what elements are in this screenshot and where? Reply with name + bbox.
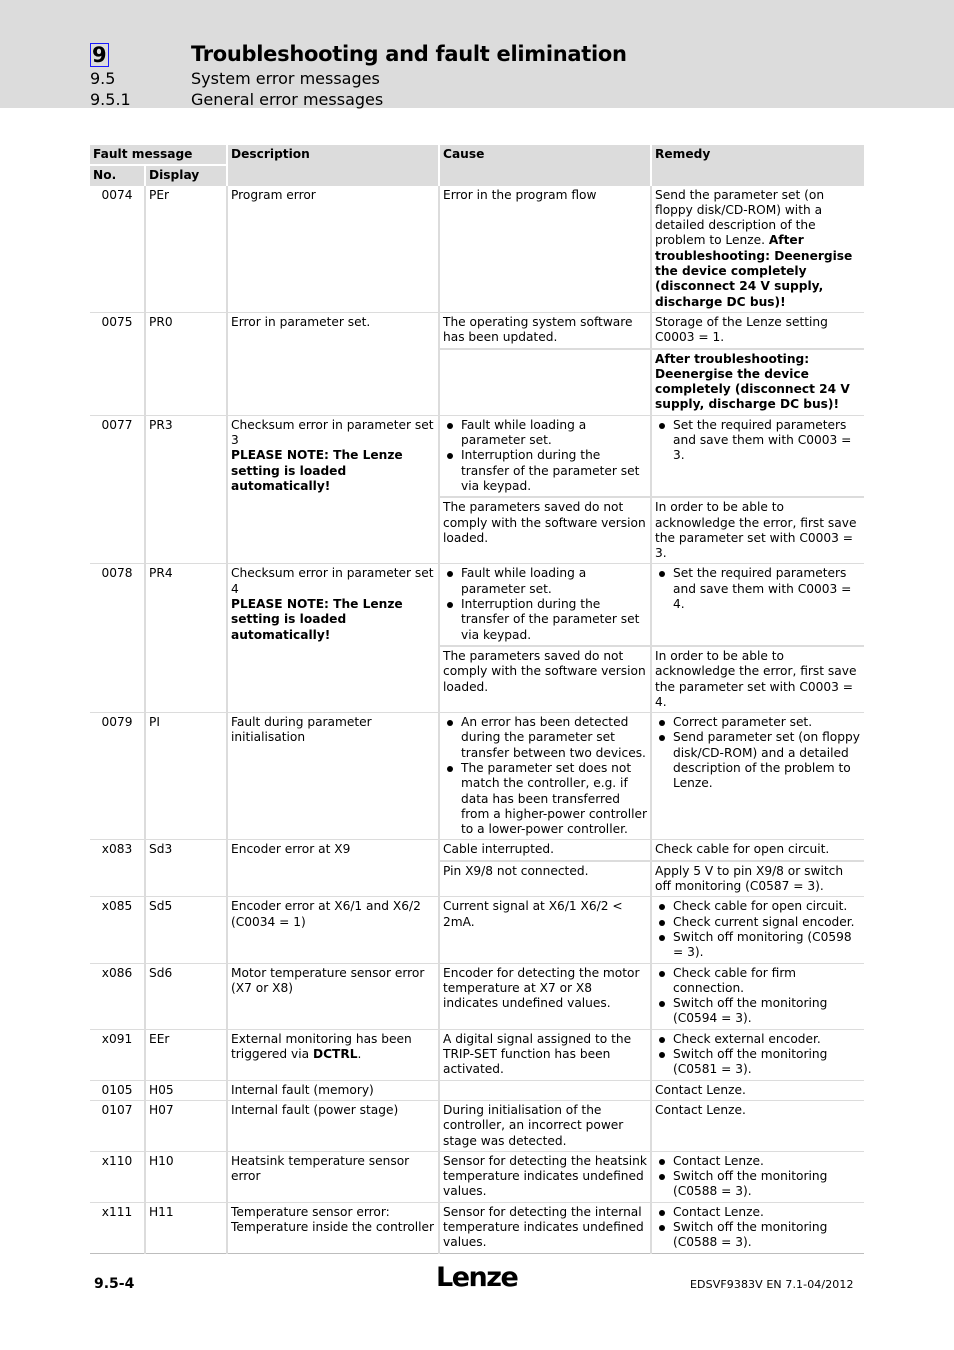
fault-cause [439, 564, 651, 646]
fault-description: Internal fault (memory) [227, 1080, 439, 1100]
fault-remedy [651, 713, 864, 840]
page-number: 9.5-4 [94, 1276, 135, 1292]
list-item: Check cable for firm connection. [655, 966, 861, 997]
table-row [90, 840, 864, 861]
fault-description: Encoder error at X9 [227, 840, 439, 897]
header-cause: Cause [439, 145, 651, 186]
description-text: Checksum error in parameter set 4 [231, 566, 434, 596]
table-row [90, 713, 864, 840]
section-title: System error messages [191, 69, 380, 88]
list-item: Set the required parameters and save them with C0003 = 3. [655, 418, 861, 464]
fault-no: 0078 [90, 564, 145, 713]
fault-display: PR3 [145, 415, 227, 564]
fault-no: 0105 [90, 1080, 145, 1100]
fault-description: Internal fault (power stage) [227, 1100, 439, 1151]
fault-display: PR4 [145, 564, 227, 713]
fault-cause: The operating system software has been updated. [439, 312, 651, 348]
chapter-number[interactable]: 9 [92, 43, 107, 67]
list-item: Contact Lenze. [655, 1205, 861, 1220]
header-description: Description [227, 145, 439, 186]
fault-display: EEr [145, 1029, 227, 1080]
subsection-title: General error messages [191, 90, 384, 109]
fault-no: x085 [90, 897, 145, 963]
fault-remedy: Contact Lenze. [651, 1100, 864, 1151]
table-row [90, 963, 864, 1029]
fault-display: PEr [145, 186, 227, 313]
fault-remedy: Apply 5 V to pin X9/8 or switch off monitoring (C0587 = 3). [651, 861, 864, 897]
fault-cause: Cable interrupted. [439, 840, 651, 861]
list-item: Switch off the monitoring (C0588 = 3). [655, 1220, 861, 1251]
list-item: Switch off the monitoring (C0581 = 3). [655, 1047, 861, 1078]
list-item: Contact Lenze. [655, 1154, 861, 1169]
fault-cause: Sensor for detecting the internal temperature indicates undefined values. [439, 1202, 651, 1253]
table-row [90, 186, 864, 313]
list-item: The parameter set does not match the controller, e.g. if data has been transferred from a higher-power controller to a lower-power controller. [443, 761, 647, 837]
fault-no: x110 [90, 1151, 145, 1202]
list-item: Switch off the monitoring (C0594 = 3). [655, 996, 861, 1027]
fault-remedy [651, 415, 864, 497]
fault-description: Error in parameter set. [227, 312, 439, 415]
fault-cause [439, 713, 651, 840]
table-row [90, 564, 864, 646]
list-item: Set the required parameters and save them with C0003 = 4. [655, 566, 861, 612]
table-row [90, 312, 864, 348]
fault-no: 0074 [90, 186, 145, 313]
fault-no: 0075 [90, 312, 145, 415]
fault-cause: Encoder for detecting the motor temperature at X7 or X8 indicates undefined values. [439, 963, 651, 1029]
list-item: Switch off monitoring (C0598 = 3). [655, 930, 861, 961]
fault-remedy [651, 1202, 864, 1253]
fault-display: Sd5 [145, 897, 227, 963]
fault-remedy [651, 349, 864, 416]
fault-description: Fault during parameter initialisation [227, 713, 439, 840]
fault-no: 0077 [90, 415, 145, 564]
table-row [90, 415, 864, 497]
list-item: Check cable for open circuit. [655, 899, 861, 914]
list-item: Send parameter set (on floppy disk/CD-ROM) and a detailed description of the problem to Lenze. [655, 730, 861, 791]
remedy-warning: After troubleshooting: Deenergise the device completely (disconnect 24 V supply, discharge DC bus)! [655, 233, 853, 309]
list-item: Fault while loading a parameter set. [443, 418, 647, 449]
fault-description [227, 564, 439, 713]
fault-cause: The parameters saved do not comply with the software version loaded. [439, 497, 651, 564]
fault-display: H10 [145, 1151, 227, 1202]
header-fault-message: Fault message [90, 145, 227, 165]
fault-display: PI [145, 713, 227, 840]
fault-cause: Error in the program flow [439, 186, 651, 313]
fault-description: Temperature sensor error: Temperature inside the controller [227, 1202, 439, 1253]
fault-table [90, 145, 864, 1254]
fault-cause: A digital signal assigned to the TRIP-SET function has been activated. [439, 1029, 651, 1080]
fault-display: Sd6 [145, 963, 227, 1029]
fault-cause: Pin X9/8 not connected. [439, 861, 651, 897]
table-row [90, 1029, 864, 1080]
fault-no: 0079 [90, 713, 145, 840]
fault-remedy [651, 897, 864, 963]
table-row [90, 1202, 864, 1253]
table-row [90, 1100, 864, 1151]
description-keyword: DCTRL [312, 1047, 358, 1062]
lenze-logo: Lenze [436, 1262, 518, 1293]
fault-remedy [651, 1029, 864, 1080]
fault-cause [439, 415, 651, 497]
fault-remedy: Storage of the Lenze setting C0003 = 1. [651, 312, 864, 348]
fault-cause: The parameters saved do not comply with the software version loaded. [439, 646, 651, 713]
list-item: Check current signal encoder. [655, 915, 861, 930]
description-note: PLEASE NOTE: The Lenze setting is loaded automatically! [231, 448, 403, 493]
section-number: 9.5 [90, 69, 116, 88]
fault-no: 0107 [90, 1100, 145, 1151]
fault-remedy: In order to be able to acknowledge the error, first save the parameter set with C0003 = 3. [651, 497, 864, 564]
fault-no: x086 [90, 963, 145, 1029]
fault-display: PR0 [145, 312, 227, 415]
fault-description [227, 415, 439, 564]
list-item: Switch off the monitoring (C0588 = 3). [655, 1169, 861, 1200]
description-text: Checksum error in parameter set 3 [231, 417, 434, 448]
fault-description: Encoder error at X6/1 and X6/2 (C0034 = 1) [227, 897, 439, 963]
remedy-text: Send the parameter set (on floppy disk/CD-ROM) with a detailed description of the problem to Lenze. [655, 187, 825, 248]
header-remedy: Remedy [651, 145, 864, 186]
list-item: Correct parameter set. [655, 715, 861, 730]
description-text: External monitoring has been triggered via [231, 1031, 412, 1062]
fault-remedy: Check cable for open circuit. [651, 840, 864, 861]
fault-description: Program error [227, 186, 439, 313]
fault-description: Motor temperature sensor error (X7 or X8) [227, 963, 439, 1029]
list-item: Fault while loading a parameter set. [443, 566, 647, 597]
fault-cause [439, 1080, 651, 1100]
page-header [0, 0, 954, 108]
table-row [90, 897, 864, 963]
fault-cause: Current signal at X6/1 X6/2 < 2mA. [439, 897, 651, 963]
list-item: An error has been detected during the parameter set transfer between two devices. [443, 715, 647, 761]
description-end: . [357, 1047, 362, 1062]
table-row [90, 1080, 864, 1100]
list-item: Interruption during the transfer of the parameter set via keypad. [443, 597, 647, 643]
document-id: EDSVF9383V EN 7.1-04/2012 [690, 1278, 854, 1291]
fault-remedy [651, 1151, 864, 1202]
fault-display: H05 [145, 1080, 227, 1100]
description-note: PLEASE NOTE: The Lenze setting is loaded automatically! [231, 597, 403, 642]
fault-cause-empty [439, 349, 651, 416]
fault-no: x083 [90, 840, 145, 897]
subsection-number: 9.5.1 [90, 90, 131, 109]
list-item: Interruption during the transfer of the parameter set via keypad. [443, 448, 647, 494]
fault-no: x091 [90, 1029, 145, 1080]
fault-cause: Sensor for detecting the heatsink temperature indicates undefined values. [439, 1151, 651, 1202]
fault-no: x111 [90, 1202, 145, 1253]
fault-description: Heatsink temperature sensor error [227, 1151, 439, 1202]
fault-remedy: Contact Lenze. [651, 1080, 864, 1100]
fault-remedy [651, 963, 864, 1029]
header-no: No. [90, 165, 145, 185]
fault-display: H11 [145, 1202, 227, 1253]
fault-cause: During initialisation of the controller, an incorrect power stage was detected. [439, 1100, 651, 1151]
table-row [90, 1151, 864, 1202]
fault-display: H07 [145, 1100, 227, 1151]
header-display: Display [145, 165, 227, 185]
fault-remedy [651, 564, 864, 646]
fault-description [227, 1029, 439, 1080]
fault-remedy [651, 186, 864, 313]
list-item: Check external encoder. [655, 1032, 861, 1047]
fault-display: Sd3 [145, 840, 227, 897]
fault-remedy: In order to be able to acknowledge the error, first save the parameter set with C0003 = 4. [651, 646, 864, 713]
remedy-warning: After troubleshooting: Deenergise the device completely (disconnect 24 V supply, discharge DC bus)! [655, 351, 850, 412]
chapter-title: Troubleshooting and fault elimination [191, 42, 627, 66]
